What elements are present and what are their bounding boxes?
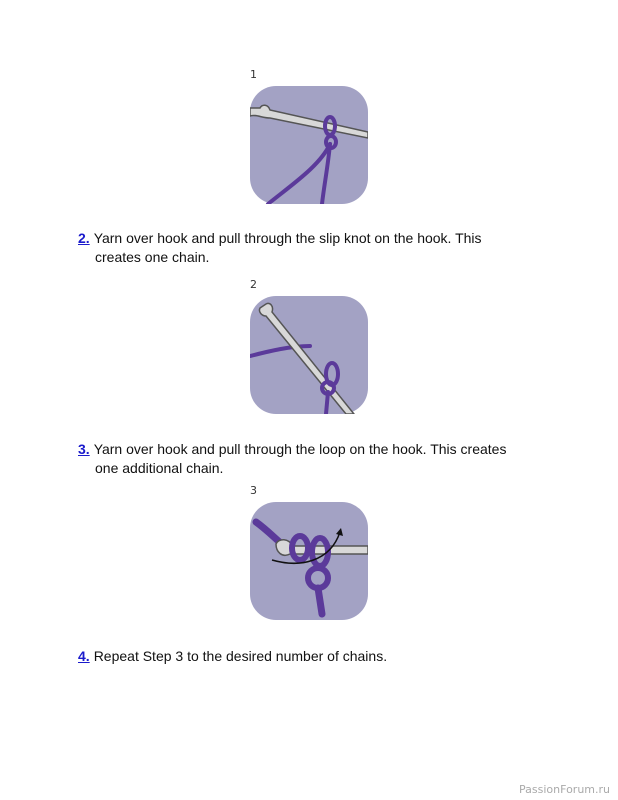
figure-2-illustration — [250, 296, 368, 414]
step-3-number[interactable]: 3. — [78, 441, 90, 457]
step-2-text-line2: creates one chain. — [95, 249, 210, 265]
figure-3-label: 3 — [250, 484, 257, 497]
figure-1 — [250, 68, 368, 204]
step-4 — [78, 647, 548, 666]
figure-2 — [250, 278, 368, 414]
step-4-number[interactable]: 4. — [78, 648, 90, 664]
figure-1-label: 1 — [250, 68, 257, 81]
step-3-text-line1: Yarn over hook and pull through the loop on the hook. This creates — [93, 441, 507, 457]
step-4-text-line1: Repeat Step 3 to the desired number of chains. — [93, 648, 388, 664]
step-2-number[interactable]: 2. — [78, 230, 90, 246]
step-2-text-line1: Yarn over hook and pull through the slip knot on the hook. This — [93, 230, 482, 246]
figure-3-illustration — [250, 502, 368, 620]
figure-2-label: 2 — [250, 278, 257, 291]
figure-3 — [250, 484, 368, 620]
step-3-text-line2: one additional chain. — [95, 460, 224, 476]
step-3 — [78, 440, 548, 478]
figure-1-illustration — [250, 86, 368, 204]
watermark: PassionForum.ru — [519, 783, 610, 796]
step-2 — [78, 229, 548, 267]
